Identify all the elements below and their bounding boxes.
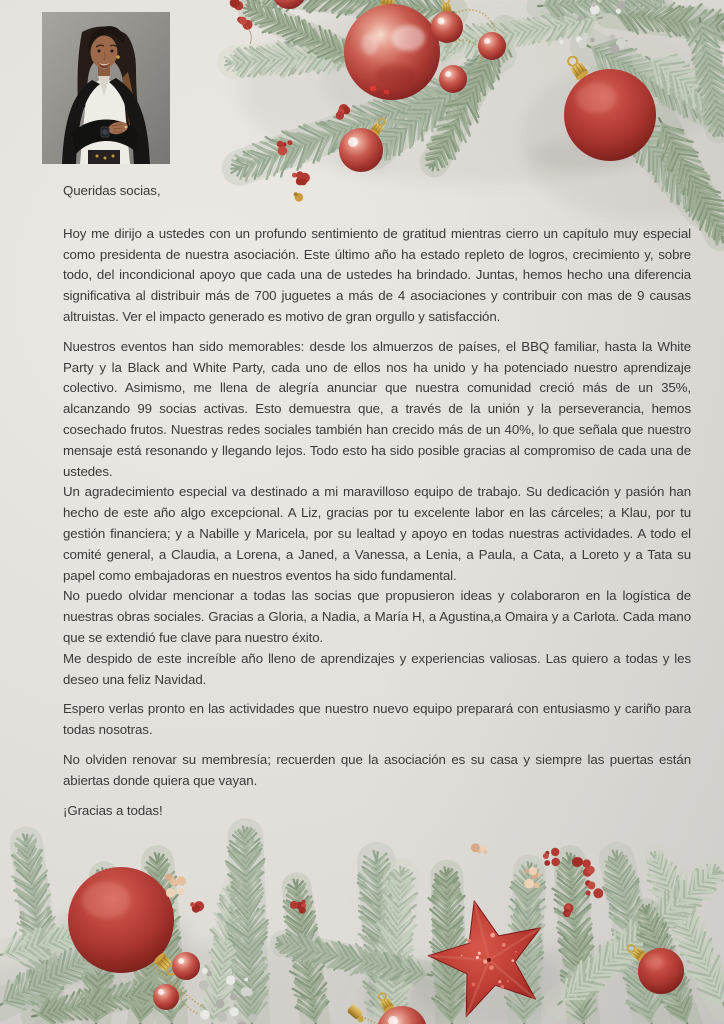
bauble-cluster-top: [431, 0, 506, 93]
berry-crumb: [190, 901, 204, 913]
earring: [116, 55, 120, 59]
bauble-bottom-large-matte: [68, 867, 179, 978]
cream-berry: [524, 867, 541, 889]
frosted-sprig-top: [559, 0, 626, 54]
cream-berry: [165, 874, 186, 898]
letter-closing: ¡Gracias a todas!: [63, 802, 163, 818]
gold-clip: [346, 1004, 367, 1024]
letter-paragraph-membership: No olviden renovar su membresía; recuerden que la asociación es su casa y siempre las puertas están abiertas donde quiera que vayan.: [63, 751, 691, 788]
letter-paragraph-events: Nuestros eventos han sido memorables: desde los almuerzos de países, el BBQ familiar, hasta la White Party y la Black and White Party, cada uno de ellos nos ha unido y ha potenciado nuestro aprendizaje colectivo. Asimismo, me llena de alegría anunciar que nuestra comunidad creció más de un 35%, alcanzando 99 socias activas. Esto demuestra que, a través de la unión y la perseverancia, hemos cosechado frutos. Nuestras redes sociales también han crecido más de un 40%, lo que señala que nuestro mensaje está resonando y llegando lejos. Todo esto ha sido posible gracias al compromiso de cada una de ustedes.: [63, 338, 691, 479]
berry-crumb: [572, 857, 595, 877]
bauble-top-edge-partial: [272, 0, 306, 9]
berry-crumb: [277, 140, 293, 155]
berry-crumb: [543, 848, 560, 867]
frosted-sprig-bottom: [190, 968, 257, 1024]
bauble-top-small: [339, 115, 389, 172]
glitter-star: [428, 901, 541, 1017]
berry-crumb: [563, 903, 573, 917]
ring: [125, 126, 128, 129]
berry-crumb: [237, 17, 252, 30]
berry-crumb: [585, 880, 603, 898]
president-photo: [42, 12, 170, 164]
bauble-bottom-small-pair: [153, 952, 200, 1010]
letter-paragraph-farewell: Me despido de este increíble año lleno de aprendizajes y experiencias valiosas. Las quiero a todas y les deseo una feliz Navidad.: [63, 650, 691, 687]
letter-paragraph-see-you-soon: Espero verlas pronto en las actividades que nuestro nuevo equipo preparará con entusiasmo y cariño para todas nosotras.: [63, 701, 691, 738]
letter-paragraph-gratitude: Hoy me dirijo a ustedes con un profundo sentimiento de gratitud mientras cierro un capítulo muy especial como presidenta de nuestra asociación. Este último año ha estado repleto de logros, crecimiento y, sobre todo, del incondicional apoyo que cada una de ustedes ha brindado. Juntas, hemos hecho una diferencia significativa al distribuir más de 700 juguetes a más de 4 asociaciones y contribuir con mas de 9 causas altruistas. Ver el impacto generado es motivo de gran orgullo y satisfacción.: [63, 225, 691, 324]
bauble-top-large-shiny: [344, 0, 440, 100]
berry-crumb: [230, 0, 244, 10]
letter-body: [63, 181, 691, 821]
cream-berry: [471, 843, 488, 854]
letter-paragraph-team-thanks: Un agradecimiento especial va destinado a mi maravilloso equipo de trabajo. Su dedicación y pasión han hecho de este año algo excepcional. A Liz, gracias por tu excelente labor en las cárceles; a Klau, por tu gestión financiera; y a Nabille y Maricela, por su lealtad y apoyo en todas nuestras actividades. A todo el comité general, a Claudia, a Lorena, a Janed, a Vanessa, a Lenia, a Paula, a Cata, a Loreto y a Tata su papel como embajadoras en nuestros eventos ha sido fundamental.: [63, 484, 691, 583]
bauble-bottom-center-partial: [376, 991, 427, 1024]
berry-stem: [246, 26, 251, 44]
berry-crumb: [290, 900, 306, 914]
berry-crumb: [336, 104, 350, 120]
bauble-bottom-right-matte: [625, 942, 684, 994]
letter-paragraph-member-thanks: No puedo olvidar mencionar a todas las socias que propusieron ideas y colaboraron en la logística de nuestras obras sociales. Gracias a Gloria, a Nadia, a María H, a Agustina,a Omaira y a Carlota. Cada mano que se extendió fue clave para nuestro éxito.: [63, 588, 691, 645]
bauble-top-large-matte: [564, 54, 656, 161]
letter-greeting: Queridas socias,: [63, 183, 161, 198]
